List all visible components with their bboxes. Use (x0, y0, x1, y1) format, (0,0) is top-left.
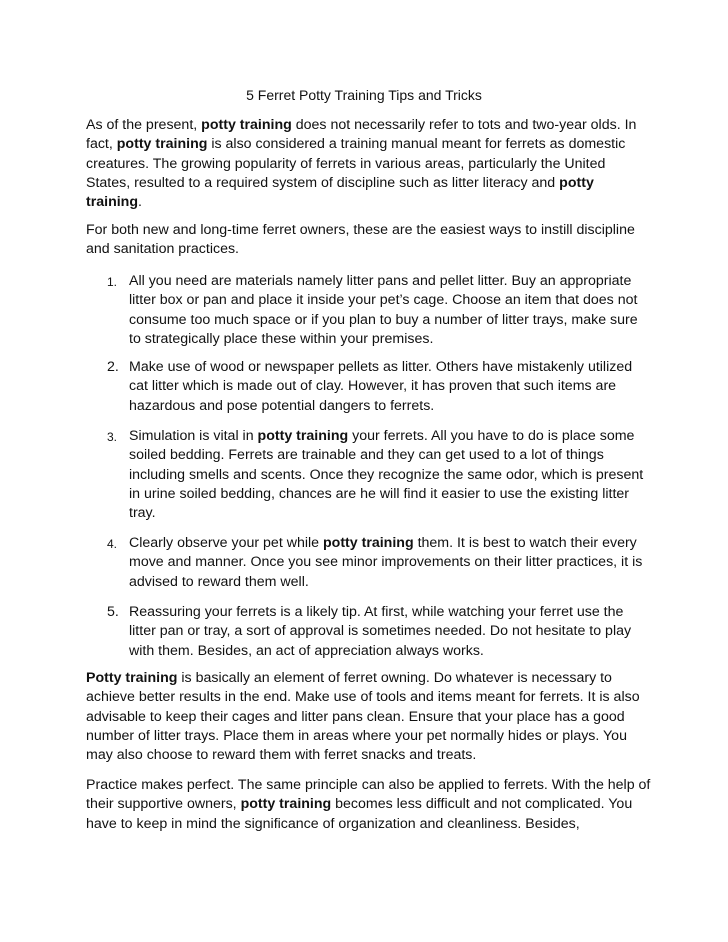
document-title: 5 Ferret Potty Training Tips and Tricks (246, 87, 482, 103)
intro-bold-3: potty training (86, 174, 594, 211)
list-item-text: Reassuring your ferrets is a likely tip. At first, while watching your ferret use the litter pan or tray, a sort of approval is sometimes needed. Do not hesitate to play with them. Besides, an act of appreciation always works. (129, 604, 632, 659)
list-number: 5. (107, 604, 119, 620)
list-number: 1. (107, 275, 118, 289)
closing-paragraph-2: Practice makes perfect. The same principle can also be applied to ferrets. With the help of their supportive owners, potty training becomes less difficult and not complicated. You have to keep in mind the significance of organization and cleanliness. Besides, (86, 777, 651, 832)
bold-term: potty training (322, 535, 414, 551)
list-number: 3. (107, 430, 118, 444)
intro-text-3: is also considered a training manual meant for ferrets as domestic creatures. The growing popularity of ferrets in various areas, particularly the United States, resulted to a required system of discipline such as litter literacy and (86, 136, 626, 191)
list-number: 2. (107, 359, 119, 375)
intro-text-1: As of the present, (86, 117, 202, 133)
bold-term: potty training (240, 796, 332, 813)
intro-bold-2: potty training (116, 136, 208, 153)
intro-bold-1: potty training (201, 117, 292, 133)
intro-text-4: . (138, 194, 142, 211)
bold-term: potty training (257, 428, 349, 444)
list-item-text: Make use of wood or newspaper pellets as litter. Others have mistakenly utilized cat litter which is made out of clay. However, it has proven that such items are hazardous and pose potential dangers to ferrets. (129, 359, 633, 414)
list-item-text: Clearly observe your pet while potty training them. It is best to watch their every move and manner. Once you see minor improvements on their litter practices, it is advised to reward them well. (129, 535, 643, 590)
list-number: 4. (107, 537, 118, 551)
lead-paragraph: For both new and long-time ferret owners, these are the easiest ways to instill discipline and sanitation practices. (86, 222, 635, 258)
list-item-text: All you need are materials namely litter pans and pellet litter. Buy an appropriate litter box or pan and place it inside your pet’s cage. Choose an item that does not consume too much space or if you plan to buy a number of litter trays, make sure to strategically place these within your premises. (129, 273, 638, 347)
closing-paragraph-1: Potty training is basically an element of ferret owning. Do whatever is necessary to achieve better results in the end. Make use of tools and items meant for ferrets. It is also advisable to keep their cages and litter pans clean. Ensure that your place has a good number of litter trays. Place them in areas where your pet normally hides or plays. You may also choose to reward them with ferret snacks and treats. (86, 670, 640, 764)
bold-term: Potty training (86, 670, 178, 686)
list-item-text: Simulation is vital in potty training your ferrets. All you have to do is place some soiled bedding. Ferrets are trainable and they can get used to a lot of things including smells and scents. Once they recognize the same odor, which is present in urine soiled bedding, chances are he will find it easier to use the existing litter tray. (129, 428, 644, 522)
intro-paragraph (86, 116, 652, 212)
intro-text-2: does not necessarily refer to tots and two-year olds. In fact, (86, 117, 637, 153)
